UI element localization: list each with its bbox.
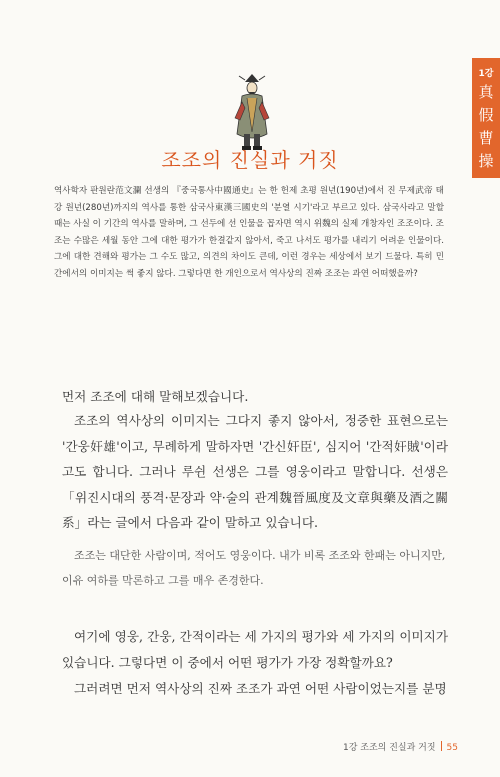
body-paragraph-3: 여기에 영웅, 간웅, 간적이라는 세 가지의 평가와 세 가지의 이미지가 있습니다. 그렇다면 이 중에서 어떤 평가가 가장 정확할까요?: [62, 629, 448, 670]
chapter-hanja-4: 操: [478, 152, 494, 170]
footer-chapter-label: 1강 조조의 진실과 거짓: [342, 743, 436, 753]
cao-cao-illustration: [227, 72, 277, 152]
chapter-hanja-1: 真: [478, 83, 494, 101]
page-footer: [343, 740, 458, 753]
chapter-title: 조조의 진실과 거짓: [161, 148, 339, 172]
page-number: 55: [446, 743, 458, 753]
chapter-hanja-3: 曹: [478, 129, 494, 147]
body-paragraph-2: 조조의 역사상의 이미지는 그다지 좋지 않아서, 정중한 표현으로는 '간웅奸雄'이고, 무례하게 말하자면 '간신奸臣', 심지어 '간적奸賊'이라고도 합니다. 그러나 루쉰 선생은 그를 영웅이라고 말합니다. 선생은 「위진시대의 풍격·문장과 약·술의 관계魏晉風度及文章與藥及酒之關系」라는 글에서 다음과 같이 말하고 있습니다.: [62, 413, 448, 530]
body-paragraph-1: 먼저 조조에 대해 말해보겠습니다.: [62, 389, 249, 404]
intro-paragraph: 역사학자 판원란范文瀾 선생의 『중국통사中國通史』는 한 헌제 초평 원년(190년)에서 진 무제武帝 태강 원년(280년)까지의 역사를 통한 삼국사東漢三國史의 '분열 시기'라고 부르고 있다. 삼국사라고 말할 때는 사실 이 기간의 역사를 말하며, 그 선두에 선 인물을 꼽자면 역시 위魏의 실제 개창자인 조조이다. 조조는 수많은 세월 동안 그에 대한 평가가 한결같지 않아서, 죽고 나서도 평가를 내리기 어려운 인물이다. 그에 대한 견해와 평가는 그 수도 많고, 의견의 차이도 큰데, 이런 경우는 세상에서 보기 드물다. 특히 민간에서의 이미지는 썩 좋지 않다. 그렇다면 한 개인으로서 역사상의 진짜 조조는 과연 어떠했을까?: [54, 186, 444, 279]
body-paragraph-4: 그러려면 먼저 역사상의 진짜 조조가 과연 어떤 사람이었는지를 분명: [74, 681, 447, 696]
chapter-number: 1강: [478, 69, 494, 79]
footer-divider: [441, 741, 442, 751]
block-quote: 조조는 대단한 사람이며, 적어도 영웅이다. 내가 비록 조조와 한패는 아니지만, 이유 여하를 막론하고 그를 매우 존경한다.: [62, 549, 446, 587]
chapter-hanja-2: 假: [478, 106, 494, 124]
